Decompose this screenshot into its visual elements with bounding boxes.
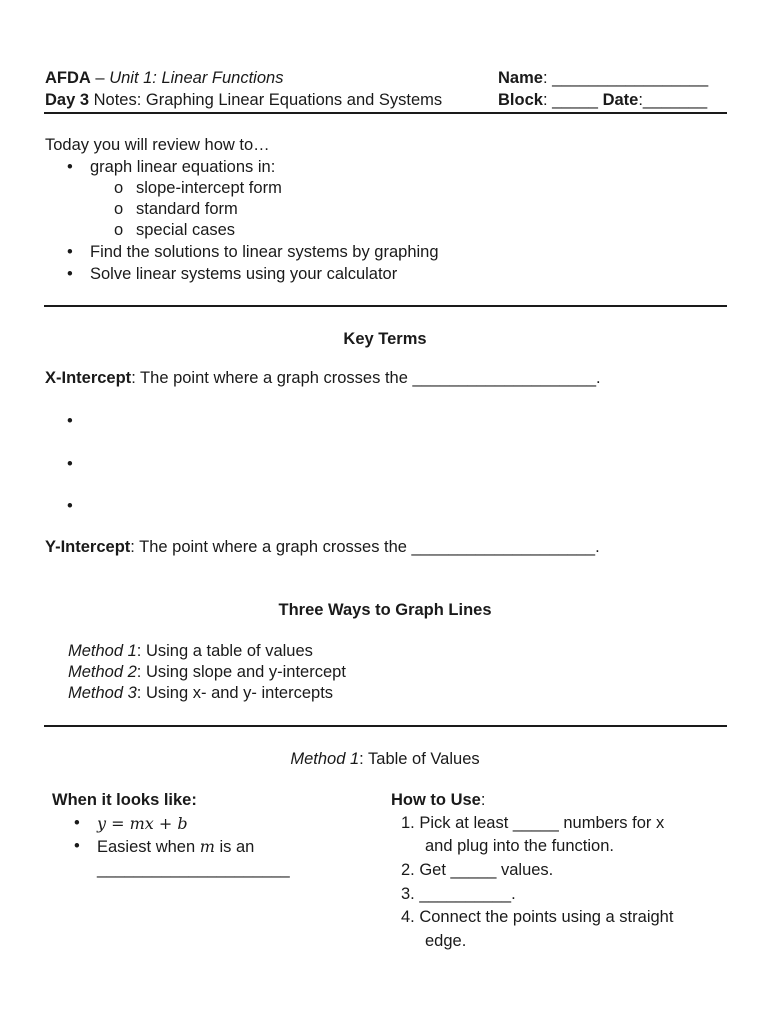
day-label: Day 3 [45, 91, 90, 109]
step-item: 2. Get _____ values. [401, 861, 554, 879]
method-text: : Using slope and y-intercept [136, 663, 346, 681]
date-blank: :_______ [638, 91, 708, 109]
bullet-icon: • [74, 837, 80, 855]
easiest-when-line [97, 837, 254, 857]
header-divider [44, 112, 727, 114]
section-divider [44, 305, 727, 307]
intro-subitem: slope-intercept form [136, 179, 282, 197]
sub-bullet-icon: o [114, 179, 124, 197]
method-line [68, 684, 333, 703]
intro-item: Find the solutions to linear systems by graphing [90, 243, 439, 261]
bullet-icon: • [74, 814, 80, 832]
x-intercept-definition [45, 369, 601, 388]
how-colon: : [480, 791, 486, 809]
method-text: : Using x- and y- intercepts [136, 684, 334, 702]
bullet-icon: • [67, 455, 73, 473]
method1-text: : Table of Values [359, 750, 480, 768]
how-label: How to Use [391, 791, 481, 809]
method-label: Method 1 [68, 642, 137, 660]
method-label: Method 3 [68, 684, 137, 702]
step-item: 4. Connect the points using a straight [401, 908, 674, 926]
block-date-field[interactable] [498, 91, 707, 110]
slope-intercept-equation: y = mx + b [97, 814, 188, 833]
x-intercept-text: : The point where a graph crosses the ____________________. [131, 369, 601, 387]
easiest-post: is an [214, 838, 255, 856]
intro-lead: Today you will review how to… [45, 136, 270, 154]
intro-subitem: standard form [136, 200, 238, 218]
three-ways-title: Three Ways to Graph Lines [278, 601, 492, 619]
how-title [391, 791, 485, 810]
intro-item: Solve linear systems using your calculator [90, 265, 398, 283]
method1-label: Method 1 [290, 750, 360, 768]
section-divider [44, 725, 727, 727]
name-blank: : _________________ [542, 69, 709, 87]
easiest-pre: Easiest when [97, 838, 200, 856]
when-title: When it looks like: [52, 791, 197, 809]
y-intercept-label: Y-Intercept [45, 538, 131, 556]
name-field[interactable] [498, 69, 708, 88]
bullet-icon: • [67, 243, 73, 261]
method-line [68, 642, 313, 661]
step-item: 3. __________. [401, 885, 516, 903]
step-continuation: and plug into the function. [425, 837, 614, 855]
notes-title: Notes: Graphing Linear Equations and Systems [89, 91, 443, 109]
step-item: 1. Pick at least _____ numbers for x [401, 814, 665, 832]
method1-title [0, 750, 770, 769]
y-intercept-text: : The point where a graph crosses the ____________________. [130, 538, 600, 556]
header-day-line [45, 91, 442, 110]
method-line [68, 663, 346, 682]
bullet-icon: • [67, 412, 73, 430]
x-intercept-label: X-Intercept [45, 369, 132, 387]
sub-bullet-icon: o [114, 221, 124, 239]
name-label: Name [498, 69, 543, 87]
unit-title: Unit 1: Linear Functions [109, 69, 284, 87]
method-label: Method 2 [68, 663, 137, 681]
block-blank: : _____ [542, 91, 603, 109]
step-continuation: edge. [425, 932, 467, 950]
sub-bullet-icon: o [114, 200, 124, 218]
date-label: Date [602, 91, 639, 109]
bullet-icon: • [67, 265, 73, 283]
easiest-blank: _____________________ [97, 860, 290, 878]
bullet-icon: • [67, 158, 73, 176]
header-dash: – [90, 69, 110, 87]
bullet-icon: • [67, 497, 73, 515]
header-course-line [45, 69, 283, 88]
block-label: Block [498, 91, 543, 109]
easiest-variable: m [199, 837, 215, 856]
y-intercept-definition [45, 538, 600, 557]
intro-item: graph linear equations in: [90, 158, 276, 176]
key-terms-title: Key Terms [343, 330, 427, 348]
course-name: AFDA [45, 69, 91, 87]
intro-subitem: special cases [136, 221, 236, 239]
method-text: : Using a table of values [136, 642, 313, 660]
